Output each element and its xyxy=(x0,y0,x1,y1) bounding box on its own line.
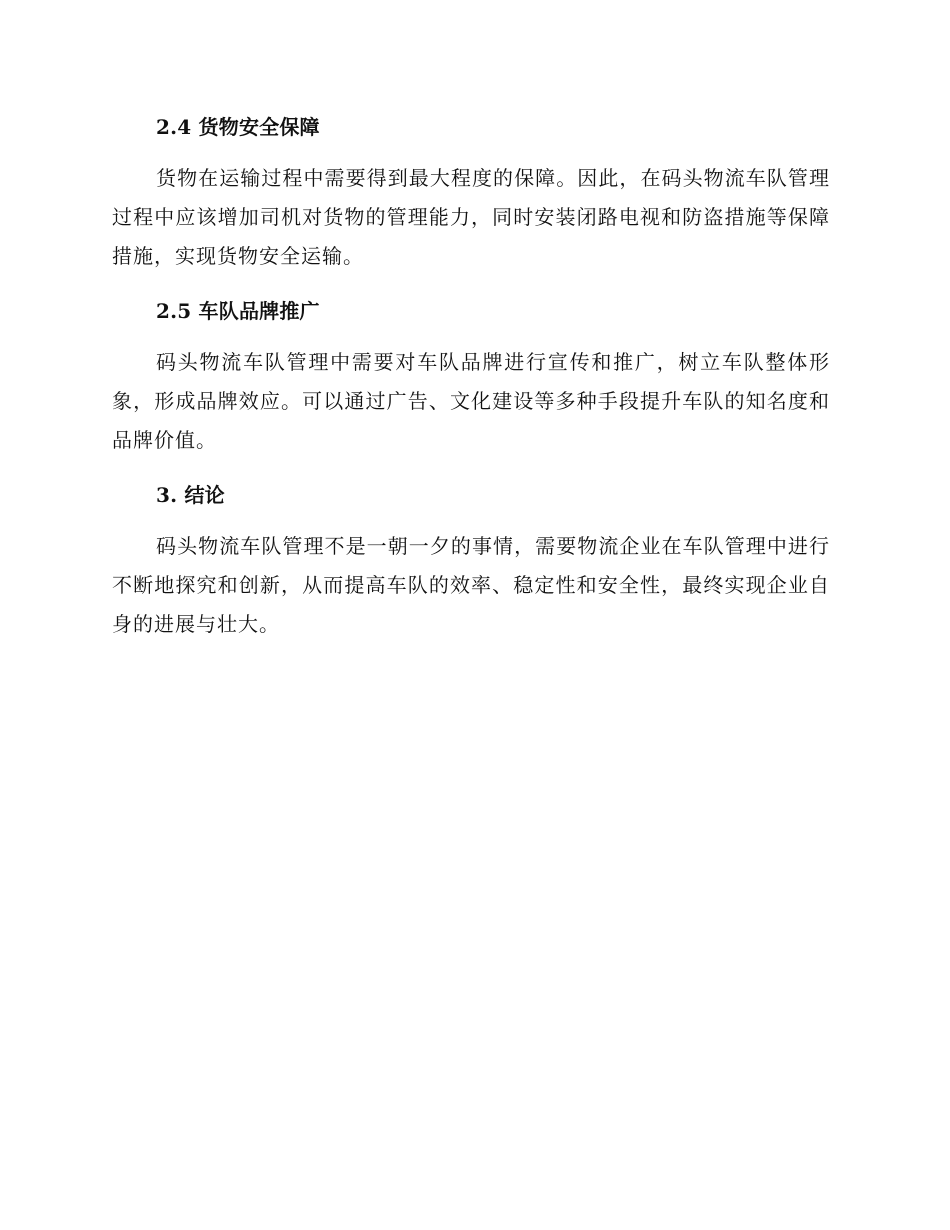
section-heading-cargo-safety: 2.4 货物安全保障 xyxy=(156,115,320,139)
section-heading-conclusion: 3. 结论 xyxy=(156,483,225,507)
section-paragraph-conclusion: 码头物流车队管理不是一朝一夕的事情，需要物流企业在车队管理中进行不断地探究和创新，从而提高车队的效率、稳定性和安全性，最终实现企业自身的进展与壮大。 xyxy=(112,534,830,636)
section-heading-brand-promotion: 2.5 车队品牌推广 xyxy=(156,299,320,323)
section-paragraph-cargo-safety: 货物在运输过程中需要得到最大程度的保障。因此，在码头物流车队管理过程中应该增加司机对货物的管理能力，同时安装闭路电视和防盗措施等保障措施，实现货物安全运输。 xyxy=(112,166,830,268)
document-body xyxy=(112,112,830,644)
section-paragraph-brand-promotion: 码头物流车队管理中需要对车队品牌进行宣传和推广，树立车队整体形象，形成品牌效应。可以通过广告、文化建设等多种手段提升车队的知名度和品牌价值。 xyxy=(112,350,830,452)
